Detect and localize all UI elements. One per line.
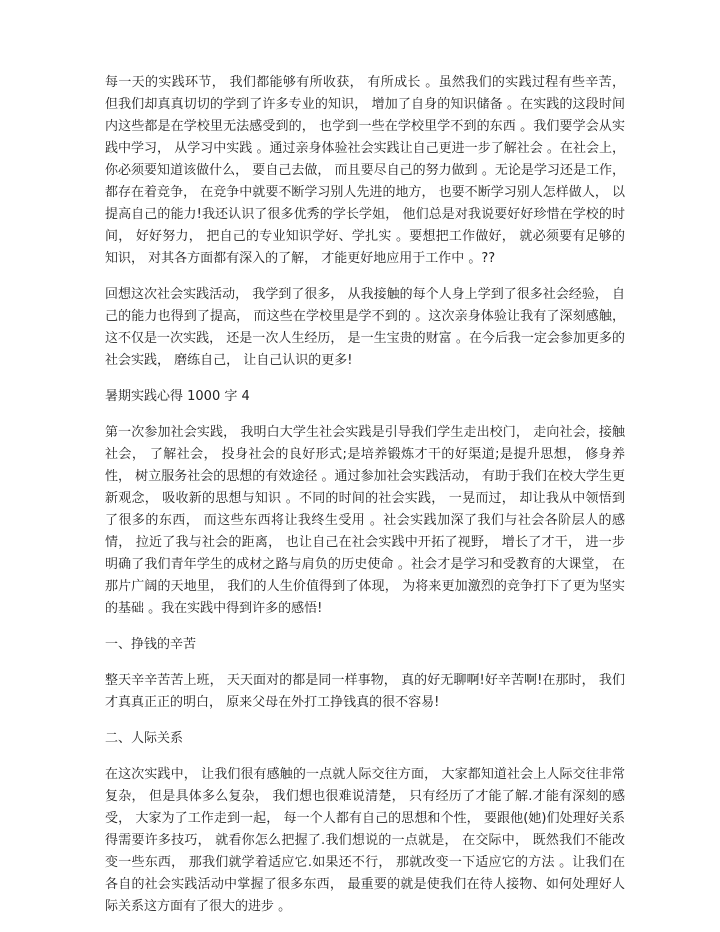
subheading-relationships: 二、人际关系: [105, 731, 184, 746]
paragraph-practice-gains: 每一天的实践环节， 我们都能够有所收获， 有所成长 。虽然我们的实践过程有些辛苦， 但我们却真真切切的学到了许多专业的知识， 增加了自身的知识储备 。在实践的这段时间内这些都是在学校里无法感受到的， 也学到一些在学校里学不到的东西 。我们要学会从实践中学习， 从学习中实践 。通过亲身体验社会实践让自己更进一步了解社会 。在社会上， 你必须要知道该做什么， 要自己去做， 而且要尽自己的努力做到 。无论是学习还是工作， 都存在着竞争， 在竞争中就要不断学习别人先进的地方， 也要不断学习别人怎样做人， 以提高自己的能力!我还认识了很多优秀的学长学姐， 他们总是对我说要好好珍惜在学校的时间， 好好努力， 把自己的专业知识学好、学扎实 。要想把工作做好， 就必须要有足够的知识， 对其各方面都有深入的了解， 才能更好地应用于工作中 。??: [105, 75, 625, 266]
paragraph-earning-money: 整天辛辛苦苦上班， 天天面对的都是同一样事物， 真的好无聊啊!好辛苦啊!在那时， 我们才真真正正的明白， 原来父母在外打工挣钱真的很不容易!: [105, 673, 625, 710]
subheading-earning-money: 一、挣钱的辛苦: [105, 637, 197, 652]
paragraph-relationships: 在这次实践中， 让我们很有感触的一点就人际交往方面， 大家都知道社会上人际交往非常复杂， 但是具体多么复杂， 我们想也很难说清楚， 只有经历了才能了解.才能有深刻的感受， 大家为了工作走到一起， 每一个人都有自己的思想和个性， 要跟他(她)们处理好关系得需要许多技巧， 就看你怎么把握了.我们想说的一点就是， 在交际中， 既然我们不能改变一些东西， 那我们就学着适应它.如果还不行， 那就改变一下适应它的方法 。让我们在各自的社会实践活动中掌握了很多东西， 最重要的就是使我们在待人接物、如何处理好人际关系这方面有了很大的进步 。: [105, 767, 625, 914]
paragraph-first-participation: 第一次参加社会实践， 我明白大学生社会实践是引导我们学生走出校门， 走向社会，接触社会， 了解社会， 投身社会的良好形式;是培养锻炼才干的好渠道;是提升思想， 修身养性， 树立服务社会的思想的有效途径 。通过参加社会实践活动， 有助于我们在校大学生更新观念， 吸收新的思想与知识 。不同的时间的社会实践， 一晃而过， 却让我从中领悟到了很多的东西， 而这些东西将让我终生受用 。社会实践加深了我们与社会各阶层人的感情， 拉近了我与社会的距离， 也让自己在社会实践中开拓了视野， 增长了才干， 进一步明确了我们青年学生的成材之路与肩负的历史使命 。社会才是学习和受教育的大课堂， 在那片广阔的天地里， 我们的人生价值得到了体现， 为将来更加激烈的竞争打下了更为坚实的基础 。我在实践中得到许多的感悟!: [105, 425, 625, 616]
section-title: 暑期实践心得 1000 字 4: [105, 389, 250, 404]
document-body: [105, 72, 625, 932]
paragraph-recollection: 回想这次社会实践活动， 我学到了很多， 从我接触的每个人身上学到了很多社会经验， 自己的能力也得到了提高， 而这些在学校里是学不到的 。这次亲身体验让我有了深刻感触， 这不仅是一次实践， 还是一次人生经历， 是一生宝贵的财富 。在今后我一定会参加更多的社会实践， 磨练自己， 让自己认识的更多!: [105, 287, 625, 368]
